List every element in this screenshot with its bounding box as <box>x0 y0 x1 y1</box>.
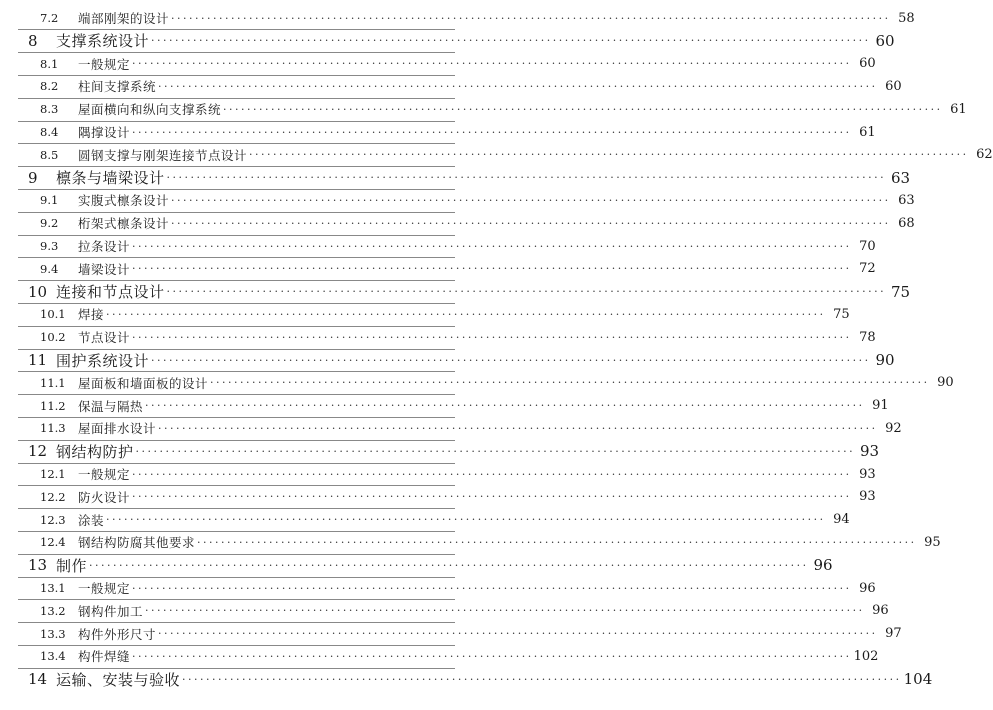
dot-leader: ························································································································ <box>158 79 878 93</box>
toc-page-number: 72 <box>859 261 876 277</box>
toc-entry-title: 构件外形尺寸 <box>78 626 157 642</box>
toc-entry <box>78 123 876 141</box>
dot-leader: ························································································································ <box>151 353 871 367</box>
toc-entry-number: 12.1 <box>40 467 66 481</box>
toc-section-row <box>0 98 967 120</box>
toc-entry-title: 支撑系统设计 <box>56 32 150 51</box>
dot-leader: ························································································································ <box>197 535 917 549</box>
dot-leader: ························································································································ <box>166 171 887 185</box>
toc-page-number: 61 <box>859 124 876 140</box>
dot-leader: ························································································································ <box>132 467 852 481</box>
toc-section-row <box>0 235 876 257</box>
toc-chapter-row <box>0 668 933 690</box>
dot-leader: ························································································································ <box>132 649 852 663</box>
toc-page-number: 93 <box>859 489 876 505</box>
toc-entry <box>78 100 967 118</box>
toc-entry <box>78 55 876 73</box>
dot-leader: ························································································································ <box>132 330 852 344</box>
toc-page-number: 75 <box>833 306 850 322</box>
dot-leader: ························································································································ <box>151 34 871 48</box>
toc-entry <box>78 602 889 620</box>
toc-entry-number: 13 <box>28 556 48 575</box>
toc-section-row <box>0 144 993 166</box>
toc-page-number: 93 <box>859 466 876 482</box>
toc-page-number: 95 <box>924 534 941 550</box>
toc-entry <box>56 555 833 576</box>
toc-page-number: 75 <box>891 282 911 301</box>
toc-page-number: 90 <box>875 351 895 369</box>
toc-entry <box>78 397 889 415</box>
dot-leader: ························································································································ <box>249 148 969 162</box>
dot-leader: ························································································································ <box>135 444 856 458</box>
toc-entry <box>78 9 915 27</box>
toc-entry-number: 9.4 <box>40 261 59 276</box>
toc-entry-title: 实腹式檩条设计 <box>78 193 170 209</box>
toc-entry-number: 11.2 <box>40 398 66 413</box>
toc-page-number: 93 <box>860 442 880 461</box>
toc-entry-title: 焊接 <box>78 307 105 323</box>
dot-leader: ························································································································ <box>132 581 852 595</box>
toc-entry-title: 端部刚架的设计 <box>78 11 170 26</box>
dot-leader: ························································································································ <box>182 672 902 686</box>
toc-chapter-row <box>0 349 895 371</box>
toc-entry-number: 7.2 <box>40 11 59 25</box>
toc-entry <box>78 191 915 209</box>
toc-page-number: 96 <box>813 556 833 575</box>
toc-entry-number: 8.4 <box>40 125 59 139</box>
toc-entry-title: 一般规定 <box>78 581 131 596</box>
toc-entry-title: 屋面排水设计 <box>78 421 157 437</box>
dot-leader: ························································································································ <box>132 57 852 71</box>
toc-section-row <box>0 645 879 667</box>
toc-page-number: 96 <box>872 603 889 619</box>
toc-entry-number: 10 <box>28 282 48 301</box>
toc-section-row <box>0 212 915 234</box>
dot-leader: ························································································································ <box>158 627 878 641</box>
toc-entry <box>78 647 879 665</box>
dot-leader: ························································································································ <box>171 216 891 230</box>
toc-page-number: 60 <box>859 56 876 72</box>
toc-page-number: 92 <box>885 420 902 436</box>
toc-chapter-row <box>0 440 880 462</box>
toc-entry-number: 8 <box>28 31 38 50</box>
toc-entry <box>78 77 902 95</box>
toc-page-number: 63 <box>898 192 915 208</box>
dot-leader: ························································································································ <box>145 399 865 413</box>
toc-page-number: 60 <box>885 78 902 94</box>
dot-leader: ························································································································ <box>171 193 891 207</box>
toc-section-row <box>0 600 889 622</box>
dot-leader: ························································································································ <box>132 490 852 504</box>
toc-entry-number: 9.3 <box>40 239 59 253</box>
toc-entry <box>78 260 876 278</box>
dot-leader: ························································································································ <box>132 262 852 276</box>
toc-entry <box>56 281 911 302</box>
toc-section-row <box>0 623 902 645</box>
toc-entry <box>78 511 850 529</box>
toc-entry-title: 钢构件加工 <box>78 603 144 619</box>
toc-entry <box>78 146 993 164</box>
dot-leader: ························································································································ <box>171 11 891 25</box>
toc-entry <box>56 167 911 188</box>
toc-entry-title: 一般规定 <box>78 56 131 72</box>
toc-section-row <box>0 7 915 29</box>
toc-page-number: 78 <box>859 329 876 345</box>
toc-section-row <box>0 509 850 531</box>
toc-entry <box>78 419 902 437</box>
toc-entry <box>78 374 954 392</box>
dot-leader: ························································································································ <box>158 421 878 435</box>
toc-section-row <box>0 258 876 280</box>
toc-section-row <box>0 53 876 75</box>
toc-section-row <box>0 303 850 325</box>
toc-section-row <box>0 417 902 439</box>
toc-page-number: 91 <box>872 398 889 414</box>
toc-entry-title: 隅撑设计 <box>78 125 131 140</box>
dot-leader: ························································································································ <box>89 558 809 572</box>
toc-entry <box>78 579 876 597</box>
toc-entry-number: 8.5 <box>40 147 59 162</box>
toc-entry <box>78 305 850 323</box>
toc-entry-number: 13.4 <box>40 649 66 664</box>
toc-entry-number: 8.3 <box>40 102 59 117</box>
toc-page-number: 60 <box>875 31 895 50</box>
dot-leader: ························································································································ <box>132 239 852 253</box>
toc-page-number: 58 <box>898 10 915 26</box>
toc-page-number: 96 <box>859 580 876 596</box>
toc-entry-number: 14 <box>28 670 48 689</box>
toc-entry-title: 屋面横向和纵向支撑系统 <box>78 102 222 118</box>
toc-entry-number: 11 <box>28 351 48 369</box>
toc-entry-title: 制作 <box>56 556 88 575</box>
toc-entry-title: 运输、安装与验收 <box>56 670 181 689</box>
toc-page-number: 97 <box>885 626 902 642</box>
toc-entry-number: 11.3 <box>40 421 66 436</box>
toc-entry-number: 12 <box>28 442 48 461</box>
toc-entry <box>78 625 902 643</box>
toc-page-number: 68 <box>898 215 915 231</box>
toc-section-row <box>0 121 876 143</box>
dot-leader: ························································································································ <box>223 102 943 116</box>
toc-section-row <box>0 326 876 348</box>
toc-section-row <box>0 395 889 417</box>
toc-page-number: 104 <box>903 670 933 689</box>
toc-section-row <box>0 577 876 599</box>
toc-entry <box>78 214 915 232</box>
toc-page-number: 90 <box>937 375 954 391</box>
dot-leader: ························································································································ <box>132 125 852 139</box>
toc-page-number: 102 <box>853 648 879 664</box>
toc-entry-title: 涂装 <box>78 512 105 528</box>
toc-entry-number: 10.2 <box>40 330 66 345</box>
toc-entry-number: 12.4 <box>40 535 66 550</box>
toc-chapter-row <box>0 30 895 52</box>
dot-leader: ························································································································ <box>106 307 826 321</box>
toc-entry <box>78 488 876 506</box>
dot-leader: ························································································································ <box>106 513 826 527</box>
toc-section-row <box>0 189 915 211</box>
toc-page-number: 62 <box>976 147 993 163</box>
toc-entry <box>56 441 880 462</box>
toc-entry <box>78 465 876 483</box>
toc-section-row <box>0 463 876 485</box>
toc-entry-title: 防火设计 <box>78 489 131 505</box>
toc-chapter-row <box>0 554 833 576</box>
toc-page-number: 70 <box>859 238 876 254</box>
toc-entry-title: 柱间支撑系统 <box>78 79 157 95</box>
toc-entry-number: 8.2 <box>40 79 59 94</box>
toc-entry-title: 圆钢支撑与刚架连接节点设计 <box>78 147 248 163</box>
toc-entry-title: 保温与隔热 <box>78 398 144 414</box>
toc-entry-title: 节点设计 <box>78 330 131 346</box>
toc-section-row <box>0 372 954 394</box>
toc-entry-number: 9 <box>28 168 38 187</box>
toc-entry-number: 9.2 <box>40 216 59 231</box>
toc-chapter-row <box>0 281 911 303</box>
toc-entry-number: 8.1 <box>40 56 59 71</box>
toc-page-number: 63 <box>891 168 911 187</box>
toc-section-row <box>0 75 902 97</box>
toc-entry-number: 13.3 <box>40 626 66 641</box>
toc-entry-title: 钢结构防腐其他要求 <box>78 535 196 551</box>
toc-entry-title: 一般规定 <box>78 467 131 482</box>
toc-entry-title: 墙梁设计 <box>78 261 131 277</box>
toc-entry-number: 12.3 <box>40 512 66 527</box>
toc-entry-number: 13.2 <box>40 603 66 618</box>
toc-entry <box>78 237 876 255</box>
toc-entry <box>56 350 895 371</box>
toc-entry-number: 11.1 <box>40 375 66 390</box>
toc-entry-title: 桁架式檩条设计 <box>78 216 170 232</box>
toc-entry-title: 构件焊缝 <box>78 649 131 665</box>
toc-section-row <box>0 531 941 553</box>
dot-leader: ························································································································ <box>145 604 865 618</box>
toc-entry-number: 10.1 <box>40 307 66 322</box>
dot-leader: ························································································································ <box>210 376 930 390</box>
toc-entry-number: 13.1 <box>40 581 66 595</box>
toc-entry-title: 屋面板和墙面板的设计 <box>78 375 209 391</box>
toc-entry-number: 12.2 <box>40 489 66 504</box>
toc-entry-title: 拉条设计 <box>78 239 131 254</box>
toc-page-number: 94 <box>833 512 850 528</box>
toc-entry-title: 围护系统设计 <box>56 351 150 370</box>
toc-entry-title: 檩条与墙梁设计 <box>56 169 165 188</box>
toc-entry-title: 连接和节点设计 <box>56 283 165 302</box>
dot-leader: ························································································································ <box>166 285 887 299</box>
toc-entry-title: 钢结构防护 <box>56 442 134 461</box>
toc-entry <box>78 533 941 551</box>
toc-chapter-row <box>0 167 911 189</box>
toc-section-row <box>0 486 876 508</box>
toc-entry <box>56 669 933 690</box>
toc-page-number: 61 <box>950 101 967 117</box>
toc-entry-number: 9.1 <box>40 193 59 208</box>
toc-entry <box>56 30 895 51</box>
toc-entry <box>78 328 876 346</box>
